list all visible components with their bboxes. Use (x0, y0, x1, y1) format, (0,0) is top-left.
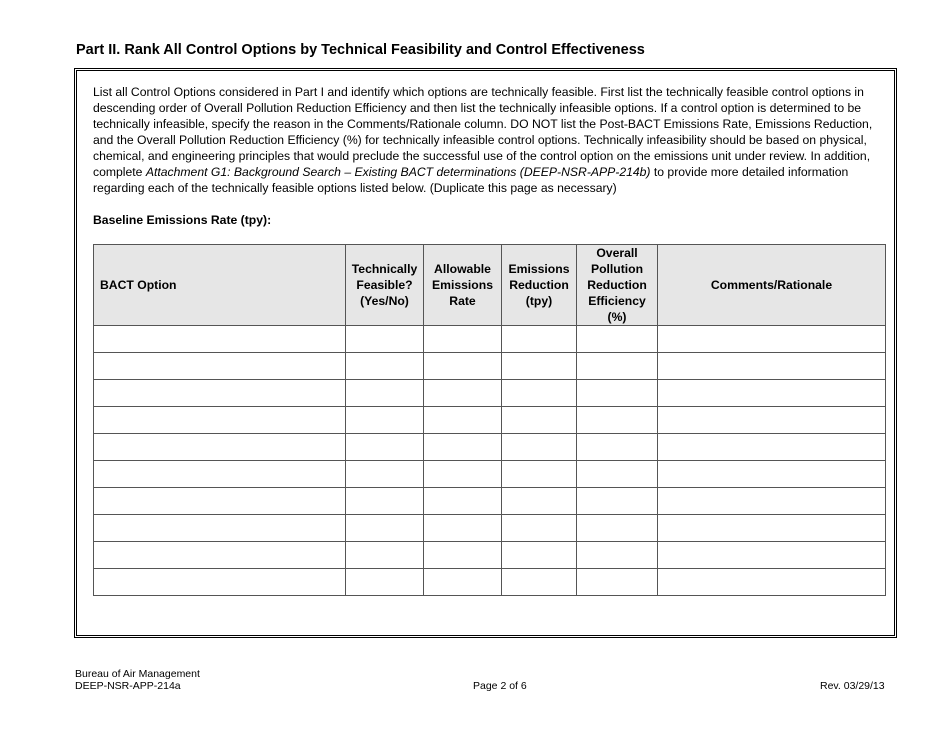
table-cell[interactable] (577, 461, 658, 488)
table-cell[interactable] (94, 515, 346, 542)
instructions-paragraph (93, 84, 893, 196)
footer-revision: Rev. 03/29/13 (820, 680, 885, 692)
column-header-text: Reduction (587, 278, 647, 292)
footer-form-id: DEEP-NSR-APP-214a (75, 680, 181, 692)
column-header (346, 245, 424, 326)
table-cell[interactable] (577, 434, 658, 461)
column-header (577, 245, 658, 326)
table-cell[interactable] (502, 461, 577, 488)
table-cell[interactable] (577, 542, 658, 569)
table-cell[interactable] (424, 488, 502, 515)
table-cell[interactable] (658, 461, 886, 488)
table-cell[interactable] (424, 569, 502, 596)
column-header-text: Comments/Rationale (710, 278, 833, 292)
table-cell[interactable] (577, 353, 658, 380)
table-cell[interactable] (346, 326, 424, 353)
table-cell[interactable] (346, 434, 424, 461)
table-row (94, 434, 886, 461)
table-row (94, 515, 886, 542)
table-cell[interactable] (94, 380, 346, 407)
instructions-text: List all Control Options considered in Part I and identify which options are technically feasible. First list the technically feasible control options in descending order of Overall Pollution Reduction Efficiency and then list the technically infeasible options. If a control option is determined to be technically infeasible, specify the reason in the Comments/Rationale column. DO NOT list the Post-BACT Emissions Rate, Emissions Reduction, and the Overall Pollution Reduction Efficiency (%) for technically infeasible control options. Technically infeasibility should be based on physical, chemical, and engineering principles that would preclude the successful use of the control option on the emissions unit under review. In addition, complete (93, 85, 873, 179)
table-cell[interactable] (658, 488, 886, 515)
table-cell[interactable] (658, 326, 886, 353)
table-header-row (94, 245, 886, 326)
table-cell[interactable] (577, 326, 658, 353)
column-header-text: Reduction (509, 278, 569, 292)
column-header (94, 245, 346, 326)
column-header-text: Overall (596, 246, 638, 260)
table-cell[interactable] (502, 488, 577, 515)
table-cell[interactable] (346, 461, 424, 488)
table-cell[interactable] (346, 353, 424, 380)
table-cell[interactable] (424, 542, 502, 569)
table-row (94, 326, 886, 353)
table-cell[interactable] (94, 542, 346, 569)
column-header-text: (Yes/No) (360, 294, 409, 308)
table-cell[interactable] (577, 569, 658, 596)
table-body (94, 326, 886, 596)
column-header-text: (tpy) (525, 294, 553, 308)
column-header (658, 245, 886, 326)
table-row (94, 542, 886, 569)
table-cell[interactable] (502, 353, 577, 380)
instructions-text-continued: to provide more detailed information regarding each of the technically feasible options listed below. (Duplicate this page as necessary) (93, 165, 849, 195)
bact-options-table (93, 244, 886, 596)
table-cell[interactable] (502, 515, 577, 542)
table-cell[interactable] (577, 380, 658, 407)
column-header-text: Efficiency (588, 294, 646, 308)
table-cell[interactable] (424, 515, 502, 542)
column-header-text: Pollution (590, 262, 644, 276)
table-cell[interactable] (658, 569, 886, 596)
footer-bureau: Bureau of Air Management (75, 668, 200, 680)
column-header-text: Technically (351, 262, 418, 276)
table-row (94, 569, 886, 596)
table-cell[interactable] (94, 569, 346, 596)
column-header-text: (%) (607, 310, 627, 324)
table-cell[interactable] (424, 326, 502, 353)
table-cell[interactable] (94, 434, 346, 461)
table-cell[interactable] (502, 407, 577, 434)
table-row (94, 488, 886, 515)
page-title: Part II. Rank All Control Options by Technical Feasibility and Control Effectiveness (76, 42, 645, 58)
table-cell[interactable] (424, 380, 502, 407)
table-row (94, 380, 886, 407)
table-cell[interactable] (658, 353, 886, 380)
table-cell[interactable] (346, 488, 424, 515)
table-cell[interactable] (424, 461, 502, 488)
table-cell[interactable] (94, 488, 346, 515)
column-header-text: BACT Option (100, 278, 177, 292)
baseline-emissions-label: Baseline Emissions Rate (tpy): (93, 213, 272, 227)
table-cell[interactable] (346, 569, 424, 596)
table-cell[interactable] (94, 461, 346, 488)
column-header-text: Emissions (508, 262, 570, 276)
table-cell[interactable] (424, 353, 502, 380)
column-header-text: Feasible? (356, 278, 413, 292)
table-cell[interactable] (502, 326, 577, 353)
table-cell[interactable] (658, 515, 886, 542)
table-cell[interactable] (502, 542, 577, 569)
table-row (94, 407, 886, 434)
table-cell[interactable] (346, 407, 424, 434)
table-cell[interactable] (424, 434, 502, 461)
column-header-text: Rate (449, 294, 476, 308)
table-cell[interactable] (346, 380, 424, 407)
table-cell[interactable] (577, 488, 658, 515)
table-cell[interactable] (502, 434, 577, 461)
table-cell[interactable] (577, 407, 658, 434)
table-cell[interactable] (424, 407, 502, 434)
table-cell[interactable] (94, 407, 346, 434)
table-cell[interactable] (94, 353, 346, 380)
table-cell[interactable] (577, 515, 658, 542)
table-cell[interactable] (502, 569, 577, 596)
column-header-text: Emissions (432, 278, 493, 292)
column-header (502, 245, 577, 326)
table-cell[interactable] (346, 515, 424, 542)
table-cell[interactable] (346, 542, 424, 569)
footer-page-number: Page 2 of 6 (473, 680, 527, 692)
column-header-text: Allowable (434, 262, 491, 276)
table-row (94, 353, 886, 380)
table-cell[interactable] (658, 542, 886, 569)
table-cell[interactable] (94, 326, 346, 353)
column-header (424, 245, 502, 326)
attachment-reference: Attachment G1: Background Search – Existing BACT determinations (DEEP-NSR-APP-214b) (145, 165, 651, 179)
table-row (94, 461, 886, 488)
table-cell[interactable] (658, 407, 886, 434)
table-cell[interactable] (502, 380, 577, 407)
table-cell[interactable] (658, 380, 886, 407)
footer-left (75, 668, 200, 692)
table-cell[interactable] (658, 434, 886, 461)
